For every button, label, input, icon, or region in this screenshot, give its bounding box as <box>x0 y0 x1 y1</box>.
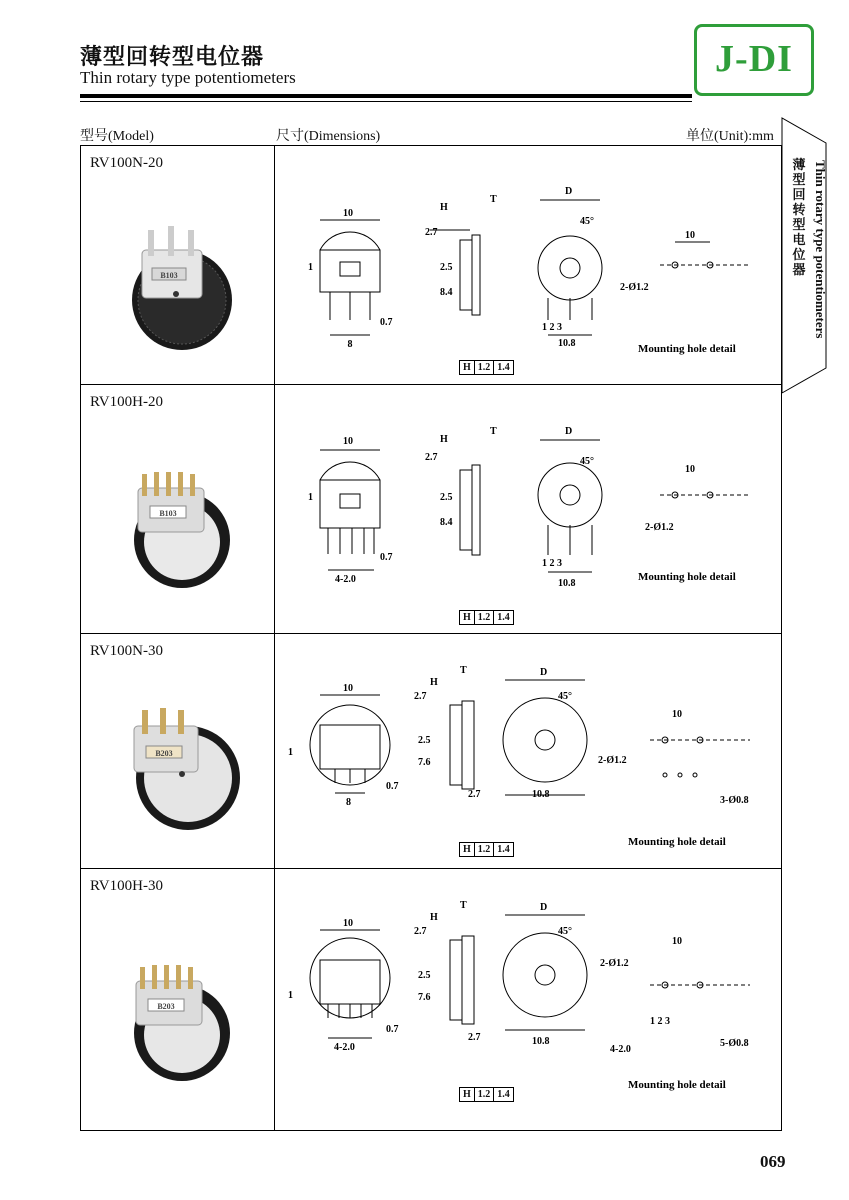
svg-text:10: 10 <box>672 936 682 947</box>
header-rule <box>80 94 692 98</box>
dimensions-column-header: 尺寸(Dimensions) <box>276 129 381 144</box>
svg-text:8.4: 8.4 <box>440 287 453 298</box>
svg-text:T: T <box>490 426 497 437</box>
svg-text:7.6: 7.6 <box>418 757 431 768</box>
svg-text:2-Ø1.2: 2-Ø1.2 <box>600 958 629 969</box>
svg-text:1 2 3: 1 2 3 <box>542 558 562 569</box>
resistor-marking: B203 <box>155 749 173 758</box>
svg-text:4-2.0: 4-2.0 <box>334 1042 355 1053</box>
svg-text:1: 1 <box>288 747 293 758</box>
svg-text:8: 8 <box>346 797 351 808</box>
row-divider <box>80 868 782 869</box>
svg-text:10.8: 10.8 <box>532 1036 550 1047</box>
svg-text:D: D <box>540 902 548 913</box>
page-title-en: Thin rotary type potentiometers <box>80 68 296 87</box>
svg-text:D: D <box>540 667 548 678</box>
unit-label: 单位(Unit):mm <box>686 129 774 144</box>
product-photo <box>120 460 240 590</box>
product-photo <box>120 700 240 830</box>
brand-logo: J-DI <box>694 24 814 96</box>
row-divider <box>80 633 782 634</box>
side-tab-en: Thin rotary type potentiometers <box>813 160 828 339</box>
svg-text:H: H <box>430 912 438 923</box>
svg-text:0.7: 0.7 <box>380 317 393 328</box>
svg-text:1 2 3: 1 2 3 <box>542 322 562 333</box>
svg-text:H: H <box>440 434 448 445</box>
model-name: RV100H-30 <box>90 878 163 894</box>
h-size-table: H 1.2 1.4 <box>460 842 514 857</box>
svg-text:8.4: 8.4 <box>440 517 453 528</box>
resistor-marking: B103 <box>159 509 177 518</box>
svg-text:2-Ø1.2: 2-Ø1.2 <box>598 755 627 766</box>
svg-text:2.5: 2.5 <box>418 970 431 981</box>
svg-text:45°: 45° <box>580 216 594 227</box>
mounting-hole-label: Mounting hole detail <box>628 1079 726 1091</box>
svg-text:10: 10 <box>343 436 353 447</box>
row-divider <box>80 384 782 385</box>
svg-text:10: 10 <box>672 709 682 720</box>
svg-text:1: 1 <box>308 492 313 503</box>
svg-text:8: 8 <box>347 339 353 350</box>
svg-text:H: H <box>430 677 438 688</box>
svg-text:10: 10 <box>343 683 353 694</box>
mounting-hole-label: Mounting hole detail <box>628 836 726 848</box>
dimension-drawing <box>280 900 780 1091</box>
page-number: 069 <box>760 1152 786 1171</box>
model-column-header: 型号(Model) <box>80 129 154 144</box>
product-photo <box>120 955 240 1085</box>
column-divider <box>274 145 275 1131</box>
svg-text:10: 10 <box>685 230 695 241</box>
svg-text:2.7: 2.7 <box>425 452 438 463</box>
svg-text:2.7: 2.7 <box>414 691 427 702</box>
dimension-drawing <box>280 420 780 610</box>
svg-text:10: 10 <box>685 464 695 475</box>
mounting-hole-label: Mounting hole detail <box>638 343 736 355</box>
dimension-drawing <box>280 665 780 848</box>
svg-text:2-Ø1.2: 2-Ø1.2 <box>620 282 649 293</box>
svg-text:4-2.0: 4-2.0 <box>335 574 356 585</box>
svg-text:T: T <box>490 194 497 205</box>
model-name: RV100N-20 <box>90 155 163 171</box>
svg-text:1: 1 <box>308 262 313 273</box>
svg-text:0.7: 0.7 <box>386 781 399 792</box>
svg-text:2.7: 2.7 <box>414 926 427 937</box>
model-name: RV100N-30 <box>90 643 163 659</box>
svg-text:4-2.0: 4-2.0 <box>610 1044 631 1055</box>
svg-text:D: D <box>565 186 573 197</box>
svg-text:T: T <box>460 665 467 676</box>
resistor-marking: B103 <box>160 271 178 280</box>
svg-text:0.7: 0.7 <box>386 1024 399 1035</box>
svg-text:10: 10 <box>343 208 353 219</box>
svg-text:2.5: 2.5 <box>418 735 431 746</box>
svg-text:1 2 3: 1 2 3 <box>650 1016 670 1027</box>
resistor-marking: B203 <box>157 1002 175 1011</box>
svg-text:2.7: 2.7 <box>425 227 438 238</box>
svg-text:10: 10 <box>343 918 353 929</box>
svg-text:45°: 45° <box>558 926 572 937</box>
h-size-table: H 1.2 1.4 <box>460 1087 514 1102</box>
svg-text:T: T <box>460 900 467 911</box>
svg-text:2.7: 2.7 <box>468 1032 481 1043</box>
svg-text:5-Ø0.8: 5-Ø0.8 <box>720 1038 749 1049</box>
model-name: RV100H-20 <box>90 394 163 410</box>
page-title-cn: 薄型回转型电位器 <box>80 45 265 70</box>
svg-text:2-Ø1.2: 2-Ø1.2 <box>645 522 674 533</box>
svg-text:D: D <box>565 426 573 437</box>
product-photo <box>120 220 240 350</box>
svg-text:1: 1 <box>288 990 293 1001</box>
svg-text:2.7: 2.7 <box>468 789 481 800</box>
dimension-drawing <box>280 180 780 380</box>
svg-text:H: H <box>440 202 448 213</box>
h-size-table: H 1.2 1.4 <box>460 610 514 625</box>
svg-text:2.5: 2.5 <box>440 492 453 503</box>
svg-text:10.8: 10.8 <box>558 338 576 349</box>
svg-text:45°: 45° <box>580 456 594 467</box>
mounting-hole-label: Mounting hole detail <box>638 571 736 583</box>
svg-text:10.8: 10.8 <box>558 578 576 589</box>
svg-text:45°: 45° <box>558 691 572 702</box>
svg-text:0.7: 0.7 <box>380 552 393 563</box>
h-size-table: H 1.2 1.4 <box>460 360 514 375</box>
svg-text:3-Ø0.8: 3-Ø0.8 <box>720 795 749 806</box>
svg-text:2.5: 2.5 <box>440 262 453 273</box>
svg-text:10.8: 10.8 <box>532 789 550 800</box>
header-rule-thin <box>80 101 692 102</box>
side-tab-cn: 薄型回转型电位器 <box>792 158 806 278</box>
svg-text:7.6: 7.6 <box>418 992 431 1003</box>
